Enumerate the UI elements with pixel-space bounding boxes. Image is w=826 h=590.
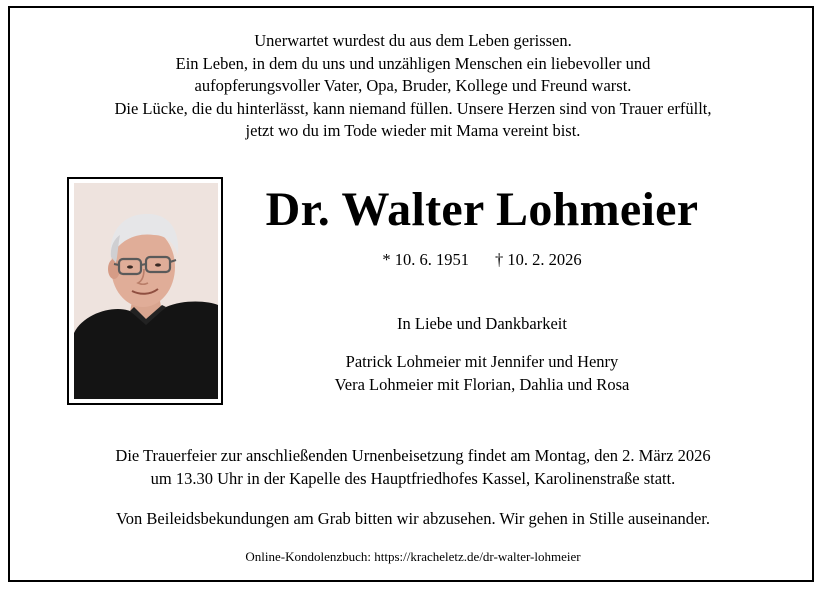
mourner-line: Patrick Lohmeier mit Jennifer und Henry <box>345 352 619 371</box>
service-line: Die Trauerfeier zur anschließenden Urnenbeisetzung findet am Montag, den 2. März 2026 <box>115 446 711 465</box>
portrait-frame <box>67 177 223 405</box>
service-line: um 13.30 Uhr in der Kapelle des Hauptfriedhofes Kassel, Karolinenstraße statt. <box>150 468 676 488</box>
poem-line: Die Lücke, die du hinterlässt, kann niemand füllen. Unsere Herzen sind von Trauer erfüllt, <box>114 98 712 118</box>
mourners-list <box>222 351 742 396</box>
portrait-photo <box>74 183 218 399</box>
thanks-line: In Liebe und Dankbarkeit <box>397 314 567 333</box>
memorial-poem <box>0 30 826 143</box>
poem-line: aufopferungsvoller Vater, Opa, Bruder, Kollege und Freund warst. <box>194 76 632 95</box>
funeral-service-info <box>0 445 826 490</box>
poem-line: Ein Leben, in dem du uns und unzähligen Menschen ein liebevoller und <box>175 53 651 73</box>
mourner-line: Vera Lohmeier mit Florian, Dahlia und Rosa <box>334 374 630 394</box>
online-condolence-book: Online-Kondolenzbuch: https://kracheletz.de/dr-walter-lohmeier <box>245 549 581 564</box>
deceased-name: Dr. Walter Lohmeier <box>265 183 699 236</box>
life-dates <box>222 249 742 271</box>
condolence-note: Von Beileidsbekundungen am Grab bitten wir abzusehen. Wir gehen in Stille auseinander. <box>116 509 710 528</box>
poem-line: jetzt wo du im Tode wieder mit Mama vereint bist. <box>245 121 581 140</box>
death-date: † 10. 2. 2026 <box>495 250 582 269</box>
poem-line: Unerwartet wurdest du aus dem Leben gerissen. <box>254 31 572 50</box>
birth-date: * 10. 6. 1951 <box>382 250 469 269</box>
